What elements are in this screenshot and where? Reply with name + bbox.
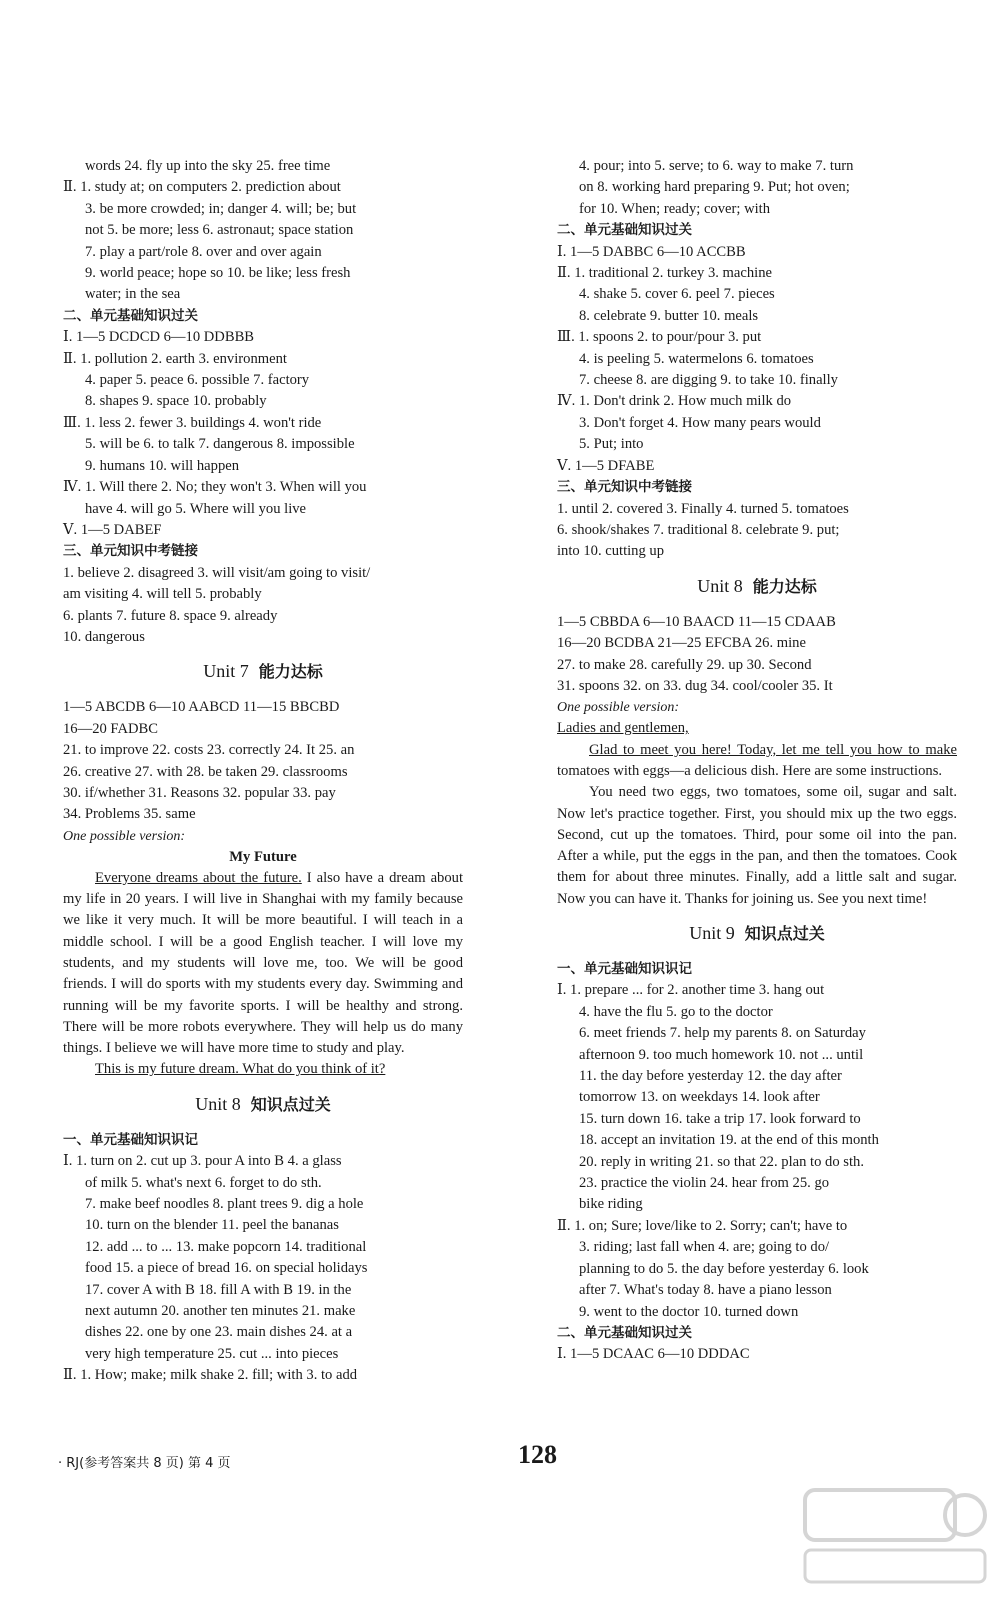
answer-line: Ⅱ. 1. How; make; milk shake 2. fill; with 3. to add — [63, 1367, 358, 1384]
answer-line: 3. be more crowded; in; danger 4. will; be; but — [85, 200, 357, 217]
section-heading: 二、单元基础知识过关 — [557, 1324, 692, 1341]
answer-line: 1. until 2. covered 3. Finally 4. turned 5. tomatoes — [557, 500, 849, 517]
answer-line: 10. dangerous — [63, 628, 145, 645]
unit-subtitle: 知识点过关 — [250, 1094, 331, 1114]
answer-line: 18. accept an invitation 19. at the end of this month — [579, 1132, 879, 1149]
section-heading: 三、单元知识中考链接 — [63, 543, 198, 560]
answer-line: 31. spoons 32. on 33. dug 34. cool/cooler 35. It — [557, 677, 833, 694]
answer-line: 7. cheese 8. are digging 9. to take 10. finally — [579, 372, 838, 389]
answer-line: dishes 22. one by one 23. main dishes 24. at a — [85, 1324, 353, 1341]
answer-line: 15. turn down 16. take a trip 17. look forward to — [579, 1110, 861, 1127]
answer-line: 1. believe 2. disagreed 3. will visit/am going to visit/ — [63, 564, 371, 581]
answer-line: Ⅱ. 1. traditional 2. turkey 3. machine — [557, 265, 772, 282]
answer-line: planning to do 5. the day before yesterday 6. look — [579, 1260, 869, 1277]
unit-title: Unit 8 — [195, 1093, 241, 1114]
unit-title: Unit 9 — [689, 923, 735, 944]
answer-line: Ⅳ. 1. Will there 2. No; they won't 3. When will you — [63, 479, 367, 496]
unit-heading — [63, 1091, 463, 1118]
section-heading: 一、单元基础知识识记 — [63, 1131, 198, 1148]
answer-line: 4. have the flu 5. go to the doctor — [579, 1003, 773, 1020]
answer-line: 5. will be 6. to talk 7. dangerous 8. impossible — [85, 436, 355, 453]
answer-line: into 10. cutting up — [557, 543, 665, 560]
speech-body: tomatoes with eggs—a delicious dish. Here are some instructions. — [557, 762, 943, 779]
answer-line: 9. world peace; hope so 10. be like; less fresh — [85, 265, 351, 282]
answer-line: Ⅱ. 1. study at; on computers 2. prediction about — [63, 179, 341, 196]
answer-line: 3. Don't forget 4. How many pears would — [579, 414, 821, 431]
unit-subtitle: 知识点过关 — [744, 924, 825, 944]
answer-line: 11. the day before yesterday 12. the day after — [579, 1068, 842, 1085]
answer-line: not 5. be more; less 6. astronaut; space station — [85, 222, 354, 239]
answer-line: 9. went to the doctor 10. turned down — [579, 1303, 799, 1320]
answer-line: 6. shook/shakes 7. traditional 8. celebrate 9. put; — [557, 521, 840, 538]
answer-line: 34. Problems 35. same — [63, 806, 196, 823]
answer-line: 26. creative 27. with 28. be taken 29. classrooms — [63, 763, 348, 780]
answer-block-3 — [557, 499, 957, 563]
answer-line: Ⅴ. 1—5 DABEF — [63, 521, 162, 538]
answer-block-4 — [63, 697, 463, 825]
speech-opening: Glad to meet you here! Today, let me tell you how to make — [589, 741, 957, 758]
answer-block-4 — [557, 612, 957, 698]
answer-block-2 — [557, 242, 957, 477]
essay-closing: This is my future dream. What do you think of it? — [95, 1061, 386, 1078]
answer-line: 8. celebrate 9. butter 10. meals — [579, 307, 759, 324]
section-heading: 二、单元基础知识过关 — [63, 307, 198, 324]
answer-line: am visiting 4. will tell 5. probably — [63, 586, 262, 603]
answer-line: 6. plants 7. future 8. space 9. already — [63, 607, 278, 624]
answer-block-5 — [63, 1151, 463, 1386]
answer-line: bike riding — [579, 1196, 643, 1213]
answer-line: for 10. When; ready; cover; with — [579, 200, 771, 217]
answer-line: Ⅰ. 1—5 DABBC 6—10 ACCBB — [557, 243, 746, 260]
section-heading: 二、单元基础知识过关 — [557, 222, 692, 239]
answer-line: afternoon 9. too much homework 10. not ... until — [579, 1046, 864, 1063]
unit-heading — [63, 658, 463, 685]
answer-line: 16—20 BCDBA 21—25 EFCBA 26. mine — [557, 635, 806, 652]
answer-line: Ⅲ. 1. less 2. fewer 3. buildings 4. won't ride — [63, 414, 322, 431]
answer-line: 16—20 FADBC — [63, 720, 159, 737]
answer-line: 7. play a part/role 8. over and over again — [85, 243, 322, 260]
answer-line: 8. shapes 9. space 10. probably — [85, 393, 267, 410]
answer-line: have 4. will go 5. Where will you live — [85, 500, 307, 517]
answer-line: Ⅰ. 1. turn on 2. cut up 3. pour A into B 4. a glass — [63, 1153, 342, 1170]
unit-title: Unit 8 — [697, 575, 743, 596]
answer-line: 10. turn on the blender 11. peel the bananas — [85, 1217, 339, 1234]
possible-version-label: One possible version: — [557, 700, 680, 716]
answer-line: 30. if/whether 31. Reasons 32. popular 33. pay — [63, 784, 336, 801]
answer-block-1 — [63, 156, 463, 306]
speech-paragraph-1 — [557, 740, 957, 783]
answer-line: Ⅱ. 1. on; Sure; love/like to 2. Sorry; can't; have to — [557, 1217, 848, 1234]
unit-title: Unit 7 — [203, 661, 249, 682]
answer-line: Ⅰ. 1. prepare ... for 2. another time 3. hang out — [557, 982, 825, 999]
unit-heading — [557, 573, 957, 600]
answer-line: 5. Put; into — [579, 436, 644, 453]
answer-line: 4. pour; into 5. serve; to 6. way to make 7. turn — [579, 158, 854, 174]
possible-version-label: One possible version: — [63, 828, 186, 844]
page-footer: · RJ(参考答案共 8 页) 第 4 页 — [58, 1456, 231, 1471]
answer-line: after 7. What's today 8. have a piano lesson — [579, 1282, 832, 1299]
answer-block-5 — [557, 980, 957, 1323]
answer-block-2 — [63, 327, 463, 541]
answer-line: very high temperature 25. cut ... into pieces — [85, 1345, 339, 1362]
answer-block-1 — [557, 156, 957, 220]
essay-body: I also have a dream about my life in 20 years. I will live in Shanghai with my family because we like it very much. It will be more beautiful. I will teach in a middle school. I will be a good English teacher. I will love my students, and my students will love me, too. We will be good friends. I will do sports with my students every day. Swimming and running will be my favorite sports. I will be healthy and strong. There will be more robots everywhere. They will help us do many things. I believe we will have more time to study and play. — [63, 869, 464, 1057]
answer-line: 20. reply in writing 21. so that 22. plan to do sth. — [579, 1153, 864, 1170]
answer-line: next autumn 20. another ten minutes 21. make — [85, 1303, 356, 1319]
answer-line: 21. to improve 22. costs 23. correctly 24. It 25. an — [63, 742, 355, 759]
answer-line: 4. paper 5. peace 6. possible 7. factory — [85, 372, 310, 389]
answer-line: food 15. a piece of bread 16. on special holidays — [85, 1260, 368, 1277]
answer-line: of milk 5. what's next 6. forget to do sth. — [85, 1174, 322, 1191]
answer-line: 3. riding; last fall when 4. are; going to do/ — [579, 1239, 830, 1256]
speech-greeting: Ladies and gentlemen, — [557, 720, 689, 737]
answer-line: Ⅰ. 1—5 DCAAC 6—10 DDDAC — [557, 1346, 750, 1363]
answer-line: Ⅲ. 1. spoons 2. to pour/pour 3. put — [557, 329, 762, 346]
left-column — [63, 156, 463, 1387]
answer-line: 27. to make 28. carefully 29. up 30. Second — [557, 656, 812, 673]
answer-line: 4. is peeling 5. watermelons 6. tomatoes — [579, 350, 814, 367]
unit-heading — [557, 920, 957, 947]
answer-line: water; in the sea — [85, 286, 181, 303]
answer-line: Ⅱ. 1. pollution 2. earth 3. environment — [63, 350, 287, 367]
answer-line: 9. humans 10. will happen — [85, 457, 240, 474]
answer-line: 1—5 ABCDB 6—10 AABCD 11—15 BBCBD — [63, 699, 340, 716]
answer-block-3 — [63, 563, 463, 649]
answer-line: words 24. fly up into the sky 25. free time — [85, 158, 331, 174]
answer-line: 4. shake 5. cover 6. peel 7. pieces — [579, 286, 775, 303]
speech-paragraph-2: You need two eggs, two tomatoes, some oil, sugar and salt. Now let's practice together. First, you should mix up the two eggs. Second, cut up the tomatoes. Third, pour some oil into the pan. After a while, put the eggs in the pan, and then the tomatoes. Cook them for about three minutes. Finally, add a little salt and sugar. Now you can have it. Thanks for joining us. See you next time! — [557, 784, 957, 907]
answer-line: on 8. working hard preparing 9. Put; hot oven; — [579, 179, 850, 196]
answer-line: 12. add ... to ... 13. make popcorn 14. traditional — [85, 1238, 367, 1255]
page-number: 128 — [518, 1440, 557, 1469]
answer-line: 7. make beef noodles 8. plant trees 9. dig a hole — [85, 1195, 364, 1212]
answer-line: 1—5 CBBDA 6—10 BAACD 11—15 CDAAB — [557, 613, 836, 630]
section-heading: 一、单元基础知识识记 — [557, 961, 692, 978]
section-heading: 三、单元知识中考链接 — [557, 479, 692, 496]
unit-subtitle: 能力达标 — [258, 662, 323, 682]
answer-block-6 — [557, 1344, 957, 1365]
essay-paragraph — [63, 868, 463, 1060]
answer-line: 6. meet friends 7. help my parents 8. on Saturday — [579, 1025, 866, 1042]
essay-title: My Future — [229, 848, 297, 865]
answer-line: Ⅴ. 1—5 DFABE — [557, 457, 655, 474]
right-column — [557, 156, 957, 1366]
answer-line: Ⅳ. 1. Don't drink 2. How much milk do — [557, 393, 792, 410]
answer-line: Ⅰ. 1—5 DCDCD 6—10 DDBBB — [63, 329, 255, 346]
answer-line: 17. cover A with B 18. fill A with B 19. in the — [85, 1281, 352, 1298]
essay-topic-sentence: Everyone dreams about the future. — [95, 869, 302, 886]
answer-line: tomorrow 13. on weekdays 14. look after — [579, 1089, 820, 1106]
answer-line: 23. practice the violin 24. hear from 25. go — [579, 1175, 830, 1192]
watermark-logo — [800, 1480, 990, 1590]
unit-subtitle: 能力达标 — [752, 576, 817, 596]
